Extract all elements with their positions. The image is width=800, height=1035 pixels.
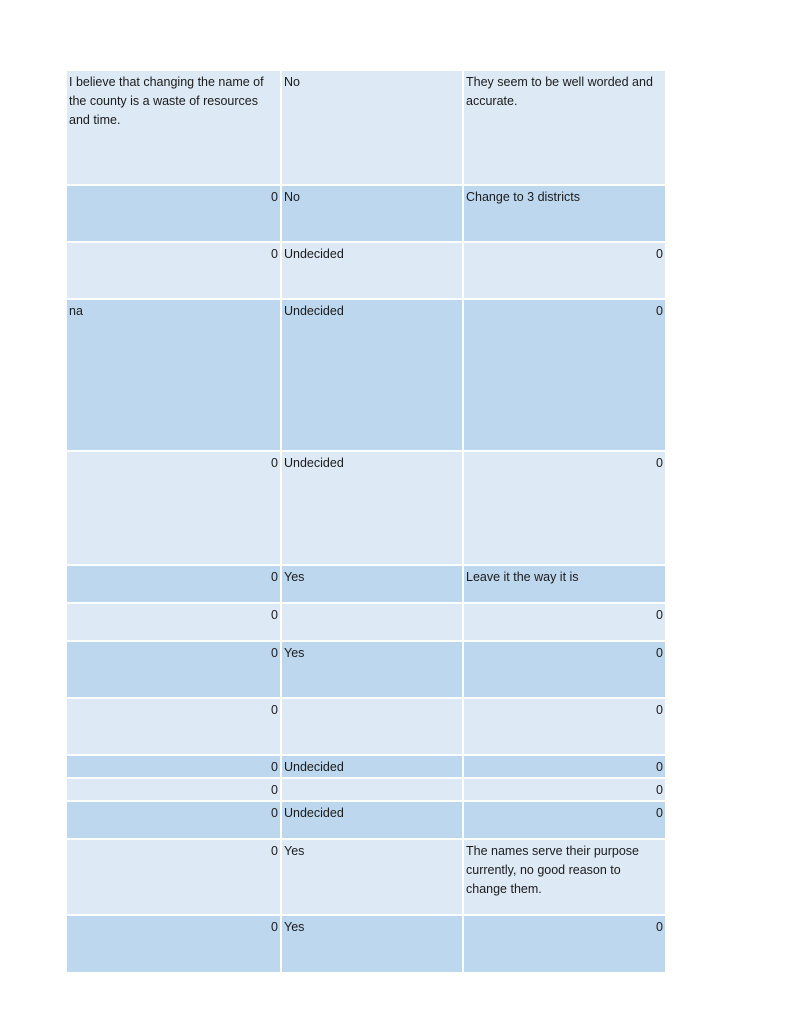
response-choice-cell: Yes (281, 565, 463, 603)
survey-response-table (67, 71, 665, 972)
response-comment-cell: 0 (67, 242, 281, 299)
table-row (67, 299, 665, 451)
response-comment-cell: I believe that changing the name of the county is a waste of resources and time. (67, 71, 281, 185)
response-comment-cell: 0 (67, 451, 281, 565)
response-choice-cell: Undecided (281, 299, 463, 451)
response-comment-cell: 0 (67, 185, 281, 242)
response-choice-cell: Yes (281, 839, 463, 915)
response-choice-cell: Undecided (281, 755, 463, 778)
response-comment-cell: 0 (67, 755, 281, 778)
table-row (67, 71, 665, 185)
table-row (67, 915, 665, 972)
response-choice-cell: No (281, 185, 463, 242)
response-choice-cell: Undecided (281, 451, 463, 565)
response-comment-cell: 0 (67, 915, 281, 972)
response-feedback-cell: They seem to be well worded and accurate. (463, 71, 665, 185)
response-feedback-cell: 0 (463, 755, 665, 778)
response-feedback-cell: 0 (463, 603, 665, 641)
response-feedback-cell: 0 (463, 698, 665, 755)
table-row (67, 603, 665, 641)
response-feedback-cell: 0 (463, 299, 665, 451)
table-row (67, 641, 665, 698)
response-choice-cell: No (281, 71, 463, 185)
response-choice-cell (281, 698, 463, 755)
response-comment-cell: na (67, 299, 281, 451)
response-comment-cell: 0 (67, 641, 281, 698)
response-feedback-cell: Leave it the way it is (463, 565, 665, 603)
response-choice-cell: Undecided (281, 242, 463, 299)
response-comment-cell: 0 (67, 603, 281, 641)
response-feedback-cell: 0 (463, 641, 665, 698)
table-row (67, 778, 665, 801)
response-feedback-cell: 0 (463, 778, 665, 801)
response-feedback-cell: 0 (463, 801, 665, 839)
table-row (67, 801, 665, 839)
response-comment-cell: 0 (67, 801, 281, 839)
response-feedback-cell: Change to 3 districts (463, 185, 665, 242)
table-row (67, 185, 665, 242)
response-choice-cell (281, 603, 463, 641)
response-choice-cell: Yes (281, 641, 463, 698)
response-feedback-cell: 0 (463, 915, 665, 972)
response-choice-cell: Yes (281, 915, 463, 972)
table-row (67, 451, 665, 565)
response-choice-cell (281, 778, 463, 801)
table-row (67, 242, 665, 299)
table-row (67, 839, 665, 915)
response-feedback-cell: 0 (463, 451, 665, 565)
response-comment-cell: 0 (67, 698, 281, 755)
response-choice-cell: Undecided (281, 801, 463, 839)
response-comment-cell: 0 (67, 778, 281, 801)
response-feedback-cell: The names serve their purpose currently, no good reason to change them. (463, 839, 665, 915)
table-row (67, 698, 665, 755)
response-feedback-cell: 0 (463, 242, 665, 299)
response-comment-cell: 0 (67, 565, 281, 603)
table-row (67, 755, 665, 778)
table-row (67, 565, 665, 603)
response-comment-cell: 0 (67, 839, 281, 915)
